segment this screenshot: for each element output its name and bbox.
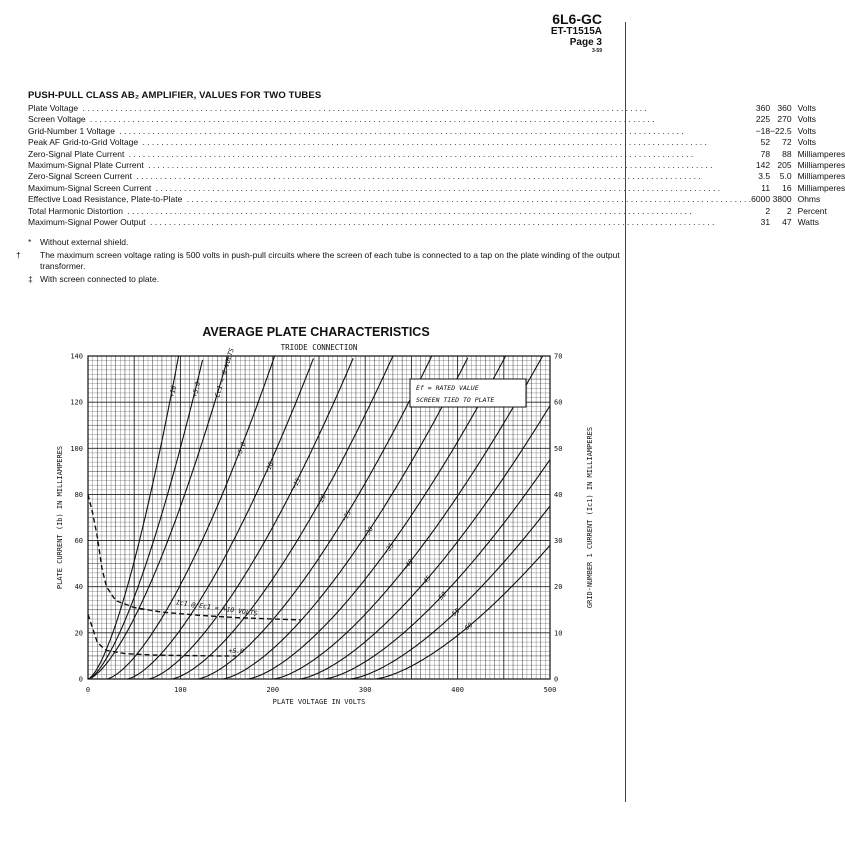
plate-curve-label: -15 (289, 476, 303, 491)
note-symbol: * (28, 237, 32, 247)
plate-curve-label: -30 (361, 525, 376, 540)
spec-value-1: −18 (755, 125, 771, 136)
y2-tick-label: 0 (554, 675, 559, 684)
note-text: The maximum screen voltage rating is 500 volts in push-pull circuits where the screen of each tube is connected to a tap on the plate winding of the output transformer. (40, 250, 620, 271)
y-tick-label: 140 (70, 352, 83, 361)
spec-label: Maximum-Signal Power Output (28, 217, 146, 228)
legend-line: Ef = RATED VALUE (416, 384, 479, 392)
y2-tick-label: 30 (554, 537, 563, 546)
leader-dots: . . . . . . . . . . . . . . . . . . . . . . . . . . . . . . . . . . . . . . . . . . . . . . . . . . . . . . . . . . . . . . . . . . . . . . . . . . . . . . . . . . . . . . . . . . . . . . . . . . . . . . . . . . . . . . . . . . . . . . . . (124, 205, 692, 216)
legend-line: SCREEN TIED TO PLATE (416, 396, 495, 404)
spec-label: Zero-Signal Screen Current (28, 171, 132, 182)
plate-curve-label: -40 (401, 557, 416, 572)
plate-curve-label: -10 (263, 460, 276, 475)
spec-value-2: 47 (782, 217, 792, 228)
spec-unit: Percent (797, 205, 827, 216)
spec-label: Plate Voltage (28, 103, 79, 113)
leader-dots: . . . . . . . . . . . . . . . . . . . . . . . . . . . . . . . . . . . . . . . . . . . . . . . . . . . . . . . . . . . . . . . . . . . . . . . . . . . . . . . . . . . . . . . . . . . . . . . . . . . . . . . . . . . . . . . . . . . . . . . . (116, 125, 684, 136)
spec-value-1: 31 (760, 217, 771, 228)
spec-unit: Watts (797, 217, 819, 228)
y-tick-label: 100 (70, 444, 83, 453)
spec-label: Total Harmonic Distortion (28, 205, 123, 216)
spec-value-2: 3800 (772, 194, 792, 205)
y-tick-label: 20 (74, 629, 83, 638)
spec-label: Peak AF Grid-to-Grid Voltage (28, 137, 139, 148)
plate-curve-label: -60 (460, 620, 475, 635)
y-tick-label: 120 (70, 398, 83, 407)
spec-unit: Volts (797, 103, 817, 113)
plate-curve-label: +5.0 (190, 380, 203, 398)
spec-value-2: 205 (777, 160, 792, 171)
spec-value-1: 11 (761, 182, 771, 193)
spec-value-2: 88 (782, 148, 792, 159)
spec-value-1: 360 (755, 103, 771, 113)
spec-value-1: 142 (755, 160, 771, 171)
spec-value-2: 2 (786, 205, 792, 216)
plate-curve-label: -5.0 (234, 440, 248, 459)
spec-value-1: 78 (760, 148, 771, 159)
y-tick-label: 80 (74, 490, 83, 499)
leader-dots: . . . . . . . . . . . . . . . . . . . . . . . . . . . . . . . . . . . . . . . . . . . . . . . . . . . . . . . . . . . . . . . . . . . . . . . . . . . . . . . . . . . . . . . . . . . . . . . . . . . . . . . . . . . . . . . . . . . . . . . . (133, 171, 701, 182)
date-code: 3-59 (591, 48, 602, 54)
x-tick-label: 400 (451, 686, 464, 694)
note-text: With screen connected to plate. (40, 274, 160, 284)
leader-dots: . . . . . . . . . . . . . . . . . . . . . . . . . . . . . . . . . . . . . . . . . . . . . . . . . . . . . . . . . . . . . . . . . . . . . . . . . . . . . . . . . . . . . . . . . . . . . . . . . . . . . . . . . . . . . . . . . . . . . . . . (87, 114, 655, 125)
plate-curve-label: -35 (382, 541, 396, 556)
spec-value-2: −22.5 (770, 125, 792, 136)
plate-curve-label: -20 (315, 492, 328, 507)
plate-curve-label: Ec1 = 0 VOLTS (213, 347, 236, 399)
spec-unit: Milliamperes (797, 148, 845, 159)
leader-dots: . . . . . . . . . . . . . . . . . . . . . . . . . . . . . . . . . . . . . . . . . . . . . . . . . . . . . . . . . . . . . . . . . . . . . . . . . . . . . . . . . . . . . . . . . . . . . . . . . . . . . . . . . . . . . . . . . . . . . . . . (147, 217, 715, 228)
x-tick-label: 200 (266, 686, 280, 694)
plate-curve (148, 358, 353, 679)
note-symbol: † (16, 250, 21, 260)
spec-value-1: 2 (765, 205, 771, 216)
y2-tick-label: 70 (554, 352, 563, 361)
spec-value-1: 3.5 (758, 171, 771, 182)
note-symbol: ‡ (28, 274, 33, 284)
plate-curve-label: +10 (167, 384, 178, 398)
legend-box (410, 379, 526, 407)
spec-value-1: 52 (760, 137, 771, 148)
x-axis-label: PLATE VOLTAGE IN VOLTS (272, 698, 366, 706)
spec-label: Zero-Signal Plate Current (28, 148, 125, 159)
y2-tick-label: 10 (554, 629, 563, 638)
leader-dots: . . . . . . . . . . . . . . . . . . . . . . . . . . . . . . . . . . . . . . . . . . . . . . . . . . . . . . . . . . . . . . . . . . . . . . . . . . . . . . . . . . . . . . . . . . . . . . . . . . . . . . . . . . . . . . . . . . . . . . . . (126, 148, 694, 159)
chart-subtitle: TRIODE CONNECTION (280, 343, 358, 352)
y2-tick-label: 50 (554, 444, 563, 453)
x-tick-label: 500 (543, 686, 557, 694)
spec-unit: Milliamperes (797, 160, 845, 171)
spec-unit: Volts (797, 125, 817, 136)
page-number: Page 3 (569, 37, 602, 48)
x-tick-label: 100 (174, 686, 187, 694)
spec-value-2: 72 (782, 137, 792, 148)
y2-tick-label: 40 (554, 490, 563, 499)
x-tick-label: 0 (85, 686, 91, 694)
leader-dots: . . . . . . . . . . . . . . . . . . . . . . . . . . . . . . . . . . . . . . . . . . . . . . . . . . . . . . . . . . . . . . . . . . . . . . . . . . . . . . . . . . . . . . . . . . . . . . . . . . . . . . . . . . . . . . . . . . . . . . . . (80, 103, 647, 113)
y2-tick-label: 20 (554, 583, 563, 592)
spec-label: Maximum-Signal Plate Current (28, 160, 144, 171)
note-text: Without external shield. (40, 237, 129, 247)
spec-value-2: 5.0 (779, 171, 792, 182)
y2-tick-label: 60 (554, 398, 563, 407)
spec-unit: Volts (797, 137, 817, 148)
spec-unit: Milliamperes (797, 171, 845, 182)
spec-label: Screen Voltage (28, 114, 86, 125)
y-tick-label: 60 (74, 537, 83, 546)
grid-current-label: +5.0 (228, 647, 245, 656)
document-code: ET-T1515A (550, 26, 602, 37)
leader-dots: . . . . . . . . . . . . . . . . . . . . . . . . . . . . . . . . . . . . . . . . . . . . . . . . . . . . . . . . . . . . . . . . . . . . . . . . . . . . . . . . . . . . . . . . . . . . . . . . . . . . . . . . . . . . . . . . . . . . . . . . (153, 182, 721, 193)
leader-dots: . . . . . . . . . . . . . . . . . . . . . . . . . . . . . . . . . . . . . . . . . . . . . . . . . . . . . . . . . . . . . . . . . . . . . . . . . . . . . . . . . . . . . . . . . . . . . . . . . . . . . . . . . . . . . . . . . . . . . . . . (140, 137, 707, 148)
plate-curve-label: -55 (447, 606, 462, 621)
spec-value-1: 6000 (751, 194, 771, 205)
y-axis-label: PLATE CURRENT (Ib) IN MILLIAMPERES (56, 445, 64, 590)
spec-value-2: 270 (777, 114, 792, 125)
leader-dots: . . . . . . . . . . . . . . . . . . . . . . . . . . . . . . . . . . . . . . . . . . . . . . . . . . . . . . . . . . . . . . . . . . . . . . . . . . . . . . . . . . . . . . . . . . . . . . . . . . . . . . . . . . . . . . . . . . . . . . . . (184, 194, 752, 205)
spec-unit: Ohms (797, 194, 821, 205)
spec-unit: Milliamperes (797, 182, 845, 193)
plate-curve-label: -25 (339, 508, 353, 524)
leader-dots: . . . . . . . . . . . . . . . . . . . . . . . . . . . . . . . . . . . . . . . . . . . . . . . . . . . . . . . . . . . . . . . . . . . . . . . . . . . . . . . . . . . . . . . . . . . . . . . . . . . . . . . . . . . . . . . . . . . . . . . . (145, 160, 713, 171)
spec-value-2: 16 (782, 182, 792, 193)
spec-label: Grid-Number 1 Voltage (28, 125, 115, 136)
y2-axis-label: GRID-NUMBER 1 CURRENT (Ic1) IN MILLIAMPERES (586, 426, 594, 609)
spec-label: Maximum-Signal Screen Current (28, 182, 152, 193)
spec-unit: Volts (797, 114, 817, 125)
section-title: PUSH-PULL CLASS AB₂ AMPLIFIER, VALUES FOR TWO TUBES (28, 90, 322, 101)
plate-curve-label: -45 (418, 573, 433, 589)
y-tick-label: 0 (78, 675, 83, 684)
plate-curve (88, 360, 203, 679)
y-tick-label: 40 (74, 583, 83, 592)
x-tick-label: 300 (358, 686, 372, 694)
plate-curve (127, 358, 314, 679)
spec-label: Effective Load Resistance, Plate-to-Plate (28, 194, 183, 205)
chart-title: AVERAGE PLATE CHARACTERISTICS (202, 325, 430, 339)
grid-current-label: Ic1 @ Ec1 = +10 VOLTS (175, 598, 259, 618)
tube-type: 6L6-GC (552, 11, 602, 27)
spec-value-2: 360 (777, 103, 792, 113)
plate-curve-label: -50 (434, 590, 449, 605)
spec-value-1: 225 (755, 114, 771, 125)
